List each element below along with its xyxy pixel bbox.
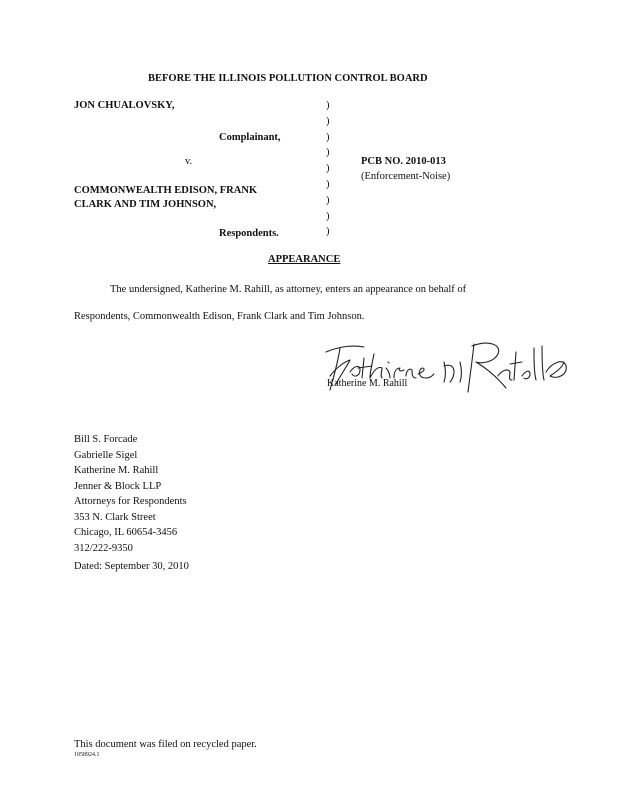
signer-printed-name: Katherine M. Rahill xyxy=(327,378,408,389)
counsel-line: 353 N. Clark Street xyxy=(74,511,156,523)
counsel-line: Chicago, IL 60654-3456 xyxy=(74,527,178,538)
caption-paren: ) xyxy=(326,100,330,111)
caption-paren: ) xyxy=(326,163,330,175)
counsel-line: 312/222-9350 xyxy=(74,542,133,554)
caption-paren: ) xyxy=(326,226,330,238)
recycled-paper-note: This document was filed on recycled paper. xyxy=(74,739,257,750)
respondents-role: Respondents. xyxy=(219,228,279,239)
respondents-line-1: COMMONWEALTH EDISON, FRANK xyxy=(74,185,258,196)
body-line-1: The undersigned, Katherine M. Rahill, as attorney, enters an appearance on behalf of xyxy=(110,284,467,295)
dated-line: Dated: September 30, 2010 xyxy=(74,561,189,572)
caption-paren: ) xyxy=(326,131,330,143)
caption-parentheses xyxy=(326,98,338,240)
body-line-2: Respondents, Commonwealth Edison, Frank Clark and Tim Johnson. xyxy=(74,311,365,322)
case-type: (Enforcement-Noise) xyxy=(361,171,451,182)
counsel-line: Gabrielle Sigel xyxy=(74,449,138,461)
counsel-line: Jenner & Block LLP xyxy=(74,480,162,492)
caption-paren: ) xyxy=(326,178,330,190)
document-title: APPEARANCE xyxy=(268,254,341,265)
respondents-line-2: CLARK AND TIM JOHNSON, xyxy=(74,199,217,210)
versus-label: v. xyxy=(185,156,193,167)
counsel-address-block xyxy=(74,432,187,556)
counsel-line: Bill S. Forcade xyxy=(74,434,138,445)
caption-paren: ) xyxy=(326,210,330,222)
board-heading: BEFORE THE ILLINOIS POLLUTION CONTROL BOARD xyxy=(148,73,428,84)
case-number: PCB NO. 2010-013 xyxy=(361,156,446,167)
document-id: 1058924.1 xyxy=(74,752,100,758)
caption-paren: ) xyxy=(326,115,330,127)
caption-paren: ) xyxy=(326,194,330,206)
counsel-line: Katherine M. Rahill xyxy=(74,465,159,476)
complainant-role: Complainant, xyxy=(219,132,281,143)
counsel-line: Attorneys for Respondents xyxy=(74,496,187,507)
complainant-name: JON CHUALOVSKY, xyxy=(74,100,175,111)
caption-paren: ) xyxy=(326,147,330,159)
